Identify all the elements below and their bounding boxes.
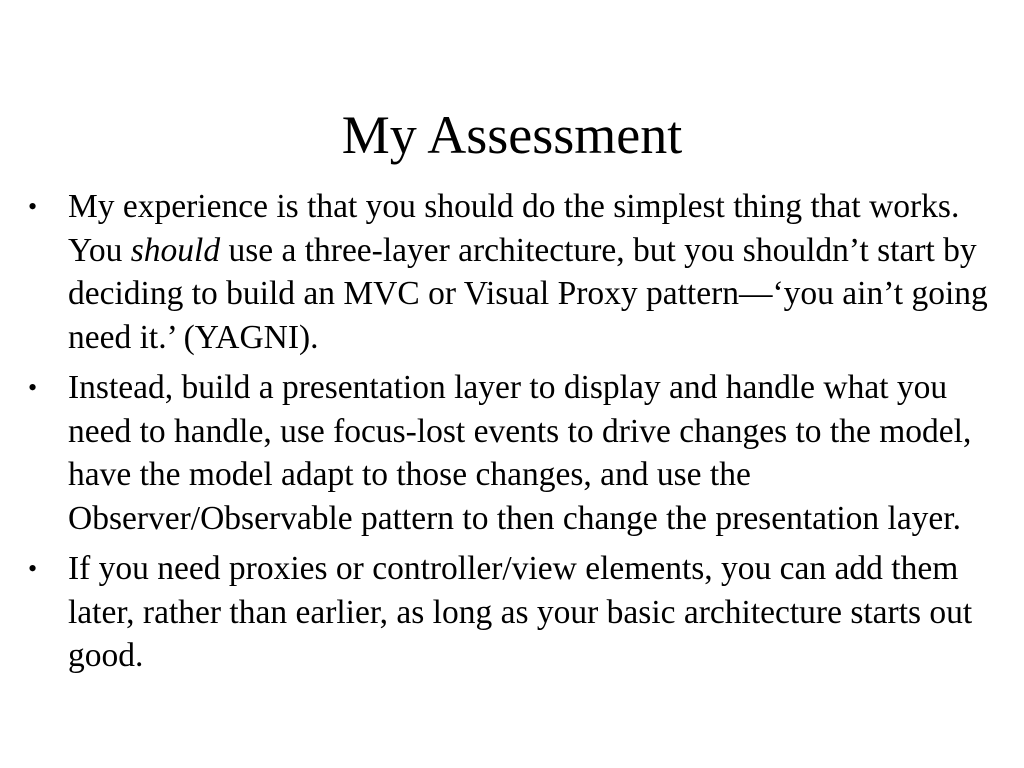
bullet-text-emphasis: should: [130, 231, 221, 269]
bullet-item: [28, 366, 998, 540]
bullet-text-segment: My experience is that you should do the simplest thing that works. You: [68, 188, 960, 269]
bullet-marker: •: [28, 192, 38, 221]
bullet-list: [28, 185, 998, 685]
bullet-marker: •: [28, 373, 38, 402]
bullet-text: Instead, build a presentation layer to display and handle what you need to handle, use focus-lost events to drive changes to the model, have the model adapt to those changes, and use the Observer/Observable pattern to then change the presentation layer.: [68, 369, 972, 537]
bullet-item: [28, 547, 998, 678]
bullet-text-segment: use a three-layer architecture, but you shouldn’t start by deciding to build an MVC or Visual Proxy pattern—‘you ain’t going need it.’ (YAGNI).: [68, 231, 988, 356]
slide-title: My Assessment: [341, 105, 683, 165]
bullet-item: [28, 185, 998, 359]
bullet-marker: •: [28, 554, 38, 583]
bullet-text: [68, 188, 988, 356]
bullet-text: If you need proxies or controller/view elements, you can add them later, rather than earlier, as long as your basic architecture starts out good.: [68, 550, 973, 674]
